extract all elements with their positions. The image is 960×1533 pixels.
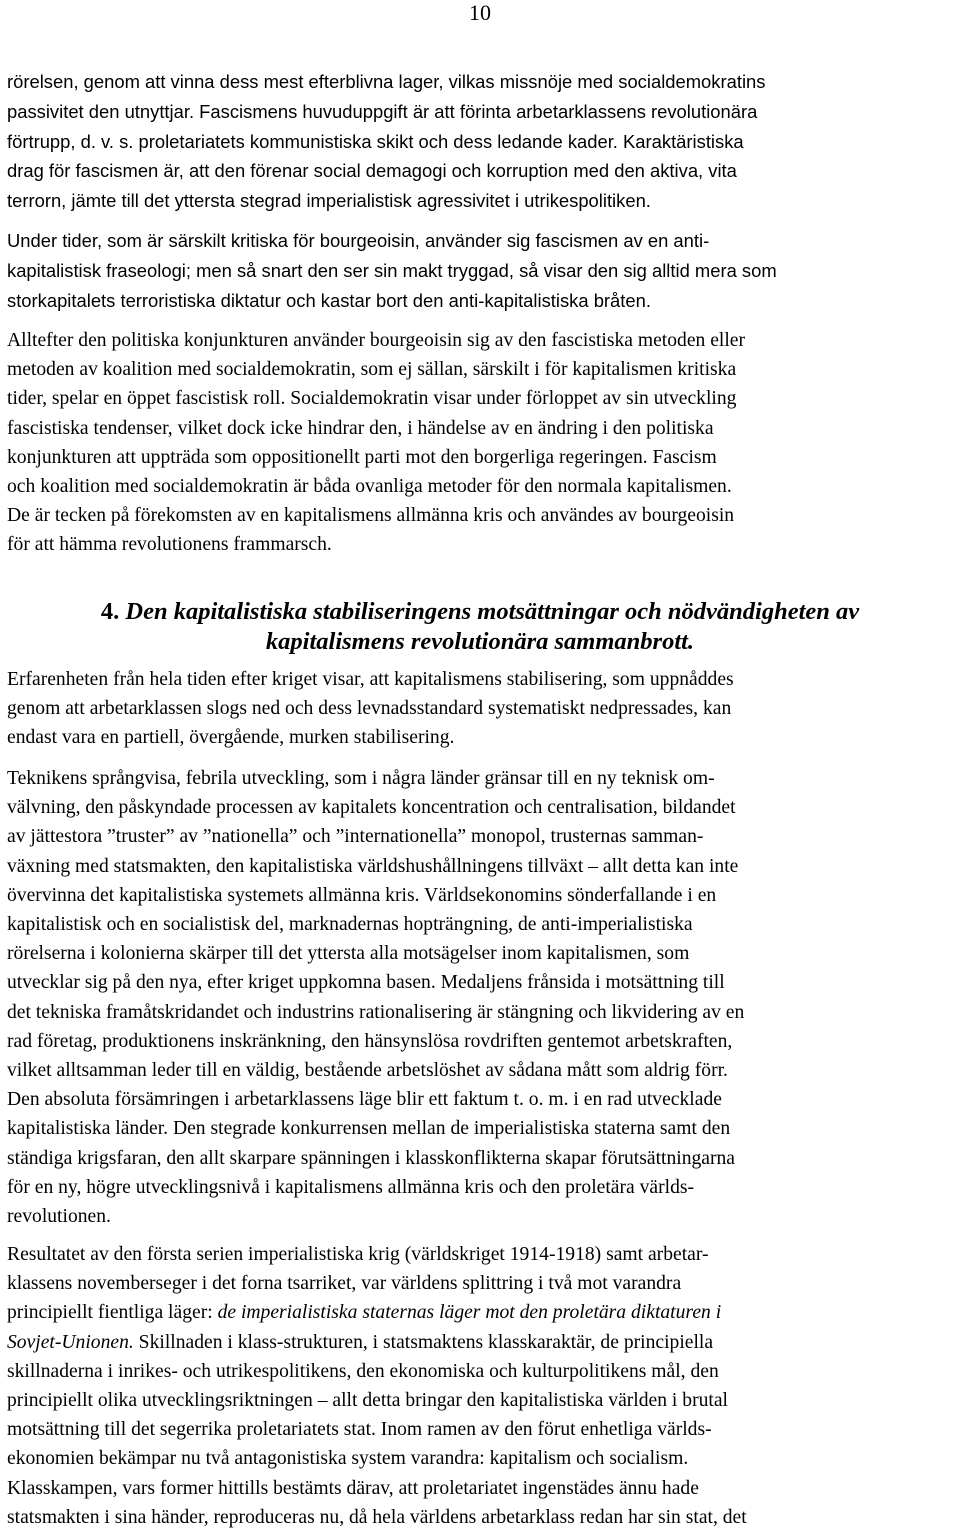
text-line: endast vara en partiell, övergående, murken stabilisering. <box>7 727 455 749</box>
text-line: Under tider, som är särskilt kritiska för bourgeoisin, använder sig fascismen av en anti- <box>7 230 710 251</box>
text-line: Teknikens språngvisa, febrila utveckling, som i några länder gränsar till en ny teknisk om- <box>7 768 715 789</box>
text-line: Resultatet av den första serien imperialistiska krig (världskriget 1914-1918) samt arbetar- <box>7 1244 709 1265</box>
text-line: Klasskampen, vars former hittills bestämts därav, att proletariatet ingenstädes ännu hade <box>7 1477 699 1499</box>
text-segment: Skillnaden i klass-strukturen, i statsmaktens klasskaraktär, de principiella <box>133 1331 714 1353</box>
text-line: genom att arbetarklassen slogs ned och dess levnadsstandard systematiskt nedpressades, kan <box>7 698 732 720</box>
text-line: vilket alltsamman leder till en väldig, bestående arbetslöshet av sådana mått som aldrig förr. <box>7 1060 728 1082</box>
paragraph-stabilisation <box>7 665 953 753</box>
text-line: klassens novemberseger i det forna tsarriket, var världens splittring i två mot varandra <box>7 1273 682 1295</box>
section-heading <box>7 597 953 657</box>
paragraph-technical-development <box>7 764 953 1231</box>
text-line: rörelserna i kolonierna skärper till det yttersta alla motsägelser inom kapitalismen, som <box>7 943 690 965</box>
text-line: av jättestora ”truster” av ”nationella” och ”internationella” monopol, trusternas samman- <box>7 826 704 848</box>
text-line-mixed <box>7 1328 953 1357</box>
section-heading-line: kapitalismens revolutionära sammanbrott. <box>265 628 695 655</box>
text-line: tider, spelar en öppet fascistisk roll. Socialdemokratin visar under förloppet av sin utveckling <box>7 388 737 410</box>
text-line: skillnaderna i inrikes- och utrikespolitikens, den ekonomiska och kulturpolitikens mål, den <box>7 1360 719 1382</box>
text-line: passivitet den utnyttjar. Fascismens huvuduppgift är att förinta arbetarklassens revolutionära <box>7 100 758 122</box>
paragraph-political-conjuncture <box>7 326 953 560</box>
text-line: storkapitalets terroristiska diktatur och kastar bort den anti-kapitalistiska bråten. <box>7 289 651 311</box>
text-line: terrorn, jämte till det yttersta stegrad imperialistisk agressivitet i utrikespolitiken. <box>7 190 651 212</box>
text-line: statsmakten i sina händer, reproduceras nu, då hela världens arbetarklass redan har sin stat, det <box>7 1506 747 1528</box>
page-number: 10 <box>469 0 491 25</box>
emphasis-segment: Sovjet-Unionen. <box>7 1331 134 1353</box>
section-title-part: Den kapitalistiska stabiliseringens motsättningar och nödvändigheten av <box>125 598 860 625</box>
text-line: fascistiska tendenser, vilket dock icke hindrar den, i händelse av en ändring i den politiska <box>7 417 714 439</box>
text-line: ständiga krigsfaran, den allt skarpare spänningen i klasskonflikterna skapar förutsättningarna <box>7 1147 736 1169</box>
text-line: och koalition med socialdemokratin är båda ovanliga metoder för den normala kapitalismen. <box>7 476 732 498</box>
text-line: övervinna det kapitalistiska systemets allmänna kris. Världsekonomins sönderfallande i en <box>7 884 717 906</box>
text-line: drag för fascismen är, att den förenar social demagogi och korruption med den aktiva, vita <box>7 160 737 182</box>
text-line: för att hämma revolutionens frammarsch. <box>7 534 332 556</box>
text-line: växning med statsmakten, den kapitalistiska världshushållningens tillväxt – allt detta kan inte <box>7 855 739 877</box>
text-line: Erfarenheten från hela tiden efter kriget visar, att kapitalismens stabilisering, som uppnåddes <box>7 669 734 690</box>
emphasis-segment: de imperialistiska staternas läger mot den proletära diktaturen i <box>217 1302 722 1324</box>
text-line: rad företag, produktionens inskränkning, den hänsynslösa rovdriften gentemot arbetskraften, <box>7 1030 733 1052</box>
text-segment: principiellt fientliga läger: <box>7 1302 218 1324</box>
text-line: motsättning till det segerrika proletariatets stat. Inom ramen av den förut enhetliga världs- <box>7 1419 712 1441</box>
text-line: kapitalistisk och en socialistisk del, marknadernas hopträngning, de anti-imperialistiska <box>7 914 693 936</box>
text-line: De är tecken på förekomsten av en kapitalismens allmänna kris och användes av bourgeoisin <box>7 505 735 527</box>
text-line: konjunkturen att uppträda som oppositionellt parti mot den borgerliga regeringen. Fascism <box>7 446 717 468</box>
section-heading-line <box>7 597 953 627</box>
paragraph-fascism-tasks <box>7 67 953 216</box>
text-line: Alltefter den politiska konjunkturen använder bourgeoisin sig av den fascistiska metoden eller <box>7 330 746 351</box>
text-line: principiellt olika utvecklingsriktningen – allt detta bringar den kapitalistiska världen i brutal <box>7 1390 728 1412</box>
text-line: för en ny, högre utvecklingsnivå i kapitalismens allmänna kris och den proletära världs- <box>7 1176 695 1198</box>
text-line: revolutionen. <box>7 1206 111 1228</box>
text-line: utvecklar sig på den nya, efter kriget uppkomna basen. Medaljens frånsida i motsättning till <box>7 972 725 994</box>
section-number: 4. <box>100 598 120 625</box>
text-line: förtrupp, d. v. s. proletariatets kommunistiska skikt och dess ledande kader. Karaktäristiska <box>7 130 744 152</box>
paragraph-anticapitalist-phrases <box>7 226 953 315</box>
paragraph-world-split <box>7 1240 953 1532</box>
text-line: det tekniska framåtskridandet och industrins rationalisering är stängning och likvidering av en <box>7 1001 745 1023</box>
text-line: Den absoluta försämringen i arbetarklassens läge blir ett faktum t. o. m. i en rad utvecklade <box>7 1089 722 1111</box>
text-line-mixed <box>7 1298 953 1327</box>
text-line: rörelsen, genom att vinna dess mest efterblivna lager, vilkas missnöje med socialdemokratins <box>7 71 766 92</box>
text-line: ekonomien bekämpar nu två antagonistiska system varandra: kapitalism och socialism. <box>7 1448 689 1470</box>
text-line: kapitalistisk fraseologi; men så snart den ser sin makt tryggad, så visar den sig alltid mera som <box>7 259 777 281</box>
text-line: välvning, den påskyndade processen av kapitalets koncentration och centralisation, bildandet <box>7 797 736 819</box>
text-line: metoden av koalition med socialdemokratin, som ej sällan, särskilt i för kapitalismen kritiska <box>7 359 737 381</box>
text-line: kapitalistiska länder. Den stegrade konkurrensen mellan de imperialistiska staterna samt den <box>7 1118 731 1140</box>
